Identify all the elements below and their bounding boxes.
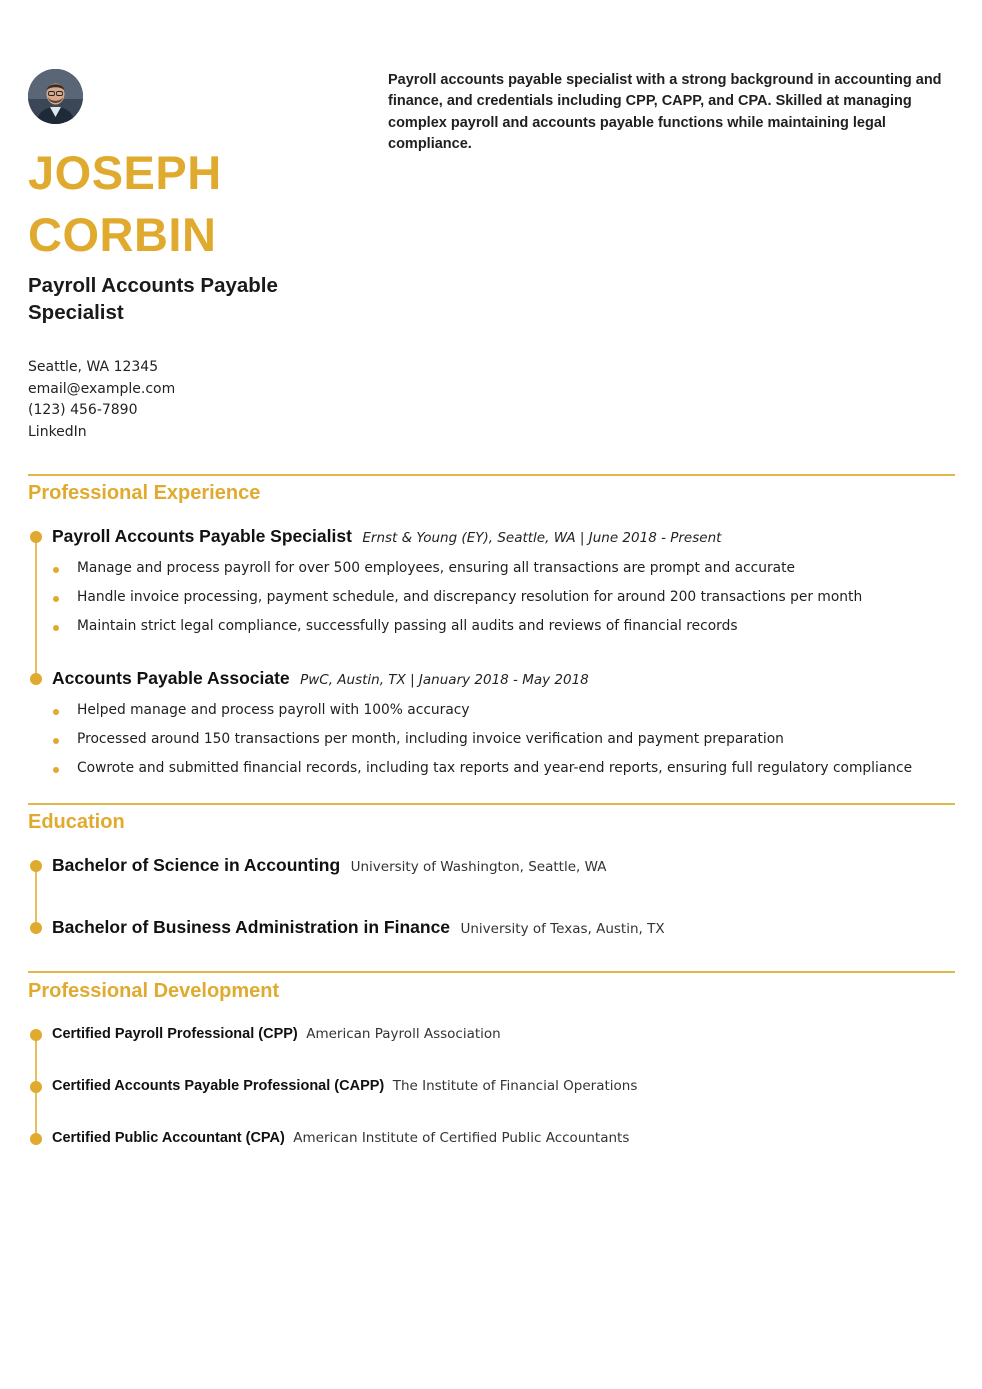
school-name: University of Washington, Seattle, WA	[350, 859, 607, 875]
certification-title: Certified Accounts Payable Professional (CAPP)	[52, 1078, 385, 1094]
last-name: CORBIN	[28, 208, 217, 261]
experience-heading: Professional Experience	[28, 482, 261, 504]
timeline-dot	[30, 1133, 42, 1145]
summary: Payroll accounts payable specialist with a strong background in accounting and finance, and credentials including CPP, CAPP, and CPA. Skilled at managing complex payroll and accounts payable functions while maintaining legal compliance.	[388, 72, 942, 152]
avatar	[28, 69, 83, 124]
job-title: Accounts Payable Associate	[52, 668, 290, 688]
job-title-line-1: Payroll Accounts Payable	[28, 274, 278, 297]
section-divider	[28, 803, 955, 805]
experience-timeline	[35, 537, 37, 679]
bullet-dot	[53, 596, 59, 602]
timeline-dot	[30, 1081, 42, 1093]
timeline-dot	[30, 531, 42, 543]
education-entry	[52, 917, 665, 938]
education-timeline	[35, 866, 37, 928]
timeline-dot	[30, 922, 42, 934]
candidate-name	[28, 142, 222, 266]
certification-org: The Institute of Financial Operations	[392, 1078, 638, 1094]
job-bullet: Cowrote and submitted financial records, including tax reports and year-end reports, ensuring full regulatory compliance	[77, 760, 913, 776]
job-entry	[52, 668, 589, 689]
contact-address: Seattle, WA 12345	[28, 359, 159, 375]
timeline-dot	[30, 1029, 42, 1041]
degree-title: Bachelor of Business Administration in Finance	[52, 917, 451, 937]
education-heading: Education	[28, 811, 125, 833]
degree-title: Bachelor of Science in Accounting	[52, 855, 341, 875]
contact-linkedin[interactable]: LinkedIn	[28, 423, 87, 440]
bullet-dot	[53, 738, 59, 744]
profile-photo-icon	[28, 69, 83, 124]
bullet-dot	[53, 567, 59, 573]
certification-entry	[52, 1025, 501, 1043]
education-entry	[52, 855, 606, 876]
job-title: Payroll Accounts Payable Specialist	[52, 526, 352, 546]
timeline-dot	[30, 860, 42, 872]
job-bullet: Handle invoice processing, payment schedule, and discrepancy resolution for around 200 transactions per month	[77, 589, 863, 605]
job-bullet: Helped manage and process payroll with 100% accuracy	[77, 702, 470, 718]
job-bullet: Manage and process payroll for over 500 employees, ensuring all transactions are prompt and accurate	[77, 560, 796, 576]
certification-entry	[52, 1129, 629, 1147]
job-bullet: Processed around 150 transactions per month, including invoice verification and payment preparation	[77, 731, 784, 747]
job-entry	[52, 526, 721, 547]
development-heading: Professional Development	[28, 980, 280, 1002]
certification-entry	[52, 1077, 637, 1095]
bullet-dot	[53, 709, 59, 715]
section-divider	[28, 971, 955, 973]
timeline-dot	[30, 673, 42, 685]
job-bullet: Maintain strict legal compliance, successfully passing all audits and reviews of financial records	[77, 618, 738, 634]
contact-block	[28, 357, 175, 443]
job-meta: PwC, Austin, TX | January 2018 - May 2018	[300, 672, 589, 688]
certification-org: American Payroll Association	[306, 1026, 501, 1042]
job-title	[28, 272, 328, 326]
job-meta: Ernst & Young (EY), Seattle, WA | June 2018 - Present	[362, 530, 722, 546]
job-title-line-2: Specialist	[28, 301, 124, 324]
school-name: University of Texas, Austin, TX	[460, 921, 665, 937]
bullet-dot	[53, 625, 59, 631]
certification-title: Certified Public Accountant (CPA)	[52, 1130, 285, 1146]
contact-phone: (123) 456-7890	[28, 402, 138, 418]
section-divider	[28, 474, 955, 476]
bullet-dot	[53, 767, 59, 773]
first-name: JOSEPH	[28, 146, 222, 199]
certification-title: Certified Payroll Professional (CPP)	[52, 1026, 298, 1042]
contact-email[interactable]: email@example.com	[28, 380, 176, 397]
certification-org: American Institute of Certified Public Accountants	[293, 1130, 630, 1146]
